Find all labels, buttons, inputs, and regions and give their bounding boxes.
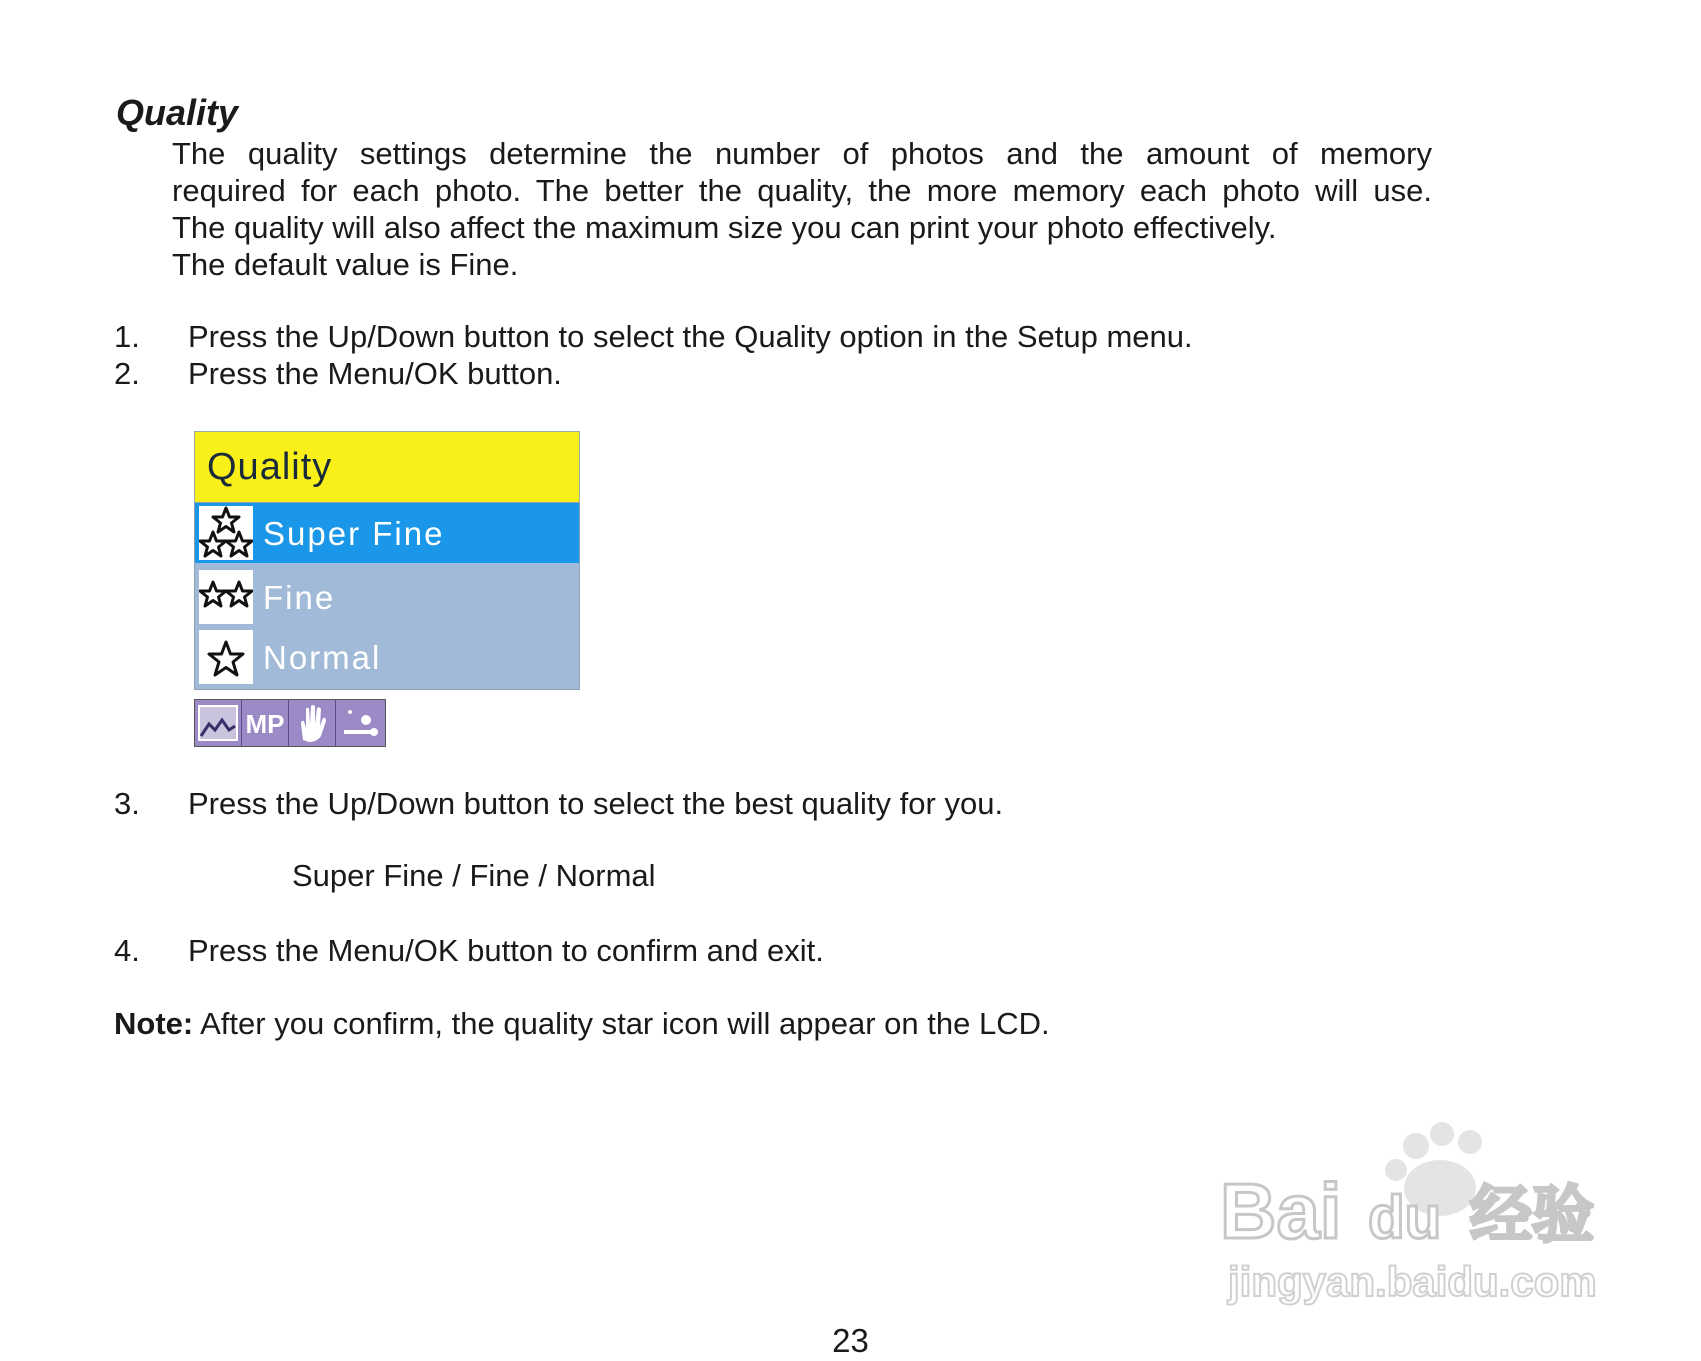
step-number: 1.: [114, 319, 140, 354]
lcd-title-text: Quality: [207, 446, 333, 488]
svg-text:经验: 经验: [1470, 1178, 1595, 1251]
lcd-option-label: Fine: [263, 579, 336, 616]
note: [114, 1006, 1050, 1042]
lcd-option-label: Normal: [263, 639, 382, 676]
lcd-tab-bar: [194, 699, 386, 747]
section-title: Quality: [116, 92, 239, 133]
step-4: [114, 932, 824, 969]
step-number: 4.: [114, 933, 140, 968]
hand-tab-icon[interactable]: [289, 700, 336, 746]
svg-text:du: du: [1368, 1184, 1442, 1251]
intro-line: required for each photo. The better the quality, the more memory each photo will use.: [172, 173, 1432, 208]
step-text: Press the Up/Down button to select the Quality option in the Setup menu.: [188, 319, 1193, 354]
intro-line: The quality will also affect the maximum size you can print your photo effectively.: [172, 210, 1277, 245]
step-text: Press the Up/Down button to select the best quality for you.: [188, 786, 1004, 821]
step-text: Press the Menu/OK button.: [188, 356, 562, 391]
note-label: Note:: [114, 1006, 194, 1041]
watermark-brand: Bai: [1220, 1167, 1342, 1255]
lcd-quality-menu: [194, 431, 580, 747]
one-star-icon: [199, 630, 253, 684]
intro-line: The default value is Fine.: [172, 247, 519, 282]
step-1: [114, 318, 1193, 355]
setup-tab-icon[interactable]: [336, 700, 382, 746]
watermark-url: jingyan.baidu.com: [1228, 1258, 1597, 1305]
intro-paragraph: [172, 135, 1432, 283]
image-tab-icon[interactable]: [195, 700, 242, 746]
step-2: [114, 355, 562, 392]
lcd-option-normal[interactable]: [195, 627, 579, 687]
three-stars-icon: [199, 506, 253, 560]
intro-line: The quality settings determine the number of photos and the amount of memory: [172, 136, 1432, 171]
two-stars-icon: [199, 570, 253, 624]
step-number: 2.: [114, 356, 140, 391]
quality-options-list: Super Fine / Fine / Normal: [292, 858, 656, 893]
mp-tab-label: MP: [245, 709, 285, 739]
mp-tab[interactable]: [242, 700, 289, 746]
lcd-menu-title: [194, 431, 580, 503]
step-text: Press the Menu/OK button to confirm and exit.: [188, 933, 824, 968]
note-text: After you confirm, the quality star icon will appear on the LCD.: [193, 1006, 1050, 1041]
lcd-option-super-fine[interactable]: [195, 503, 579, 563]
lcd-option-label: Super Fine: [263, 515, 445, 552]
step-number: 3.: [114, 786, 140, 821]
page-number: 23: [832, 1322, 869, 1359]
lcd-option-list: [194, 502, 580, 690]
baidu-watermark: [1220, 1118, 1620, 1308]
lcd-option-fine[interactable]: [195, 567, 579, 627]
step-3: [114, 785, 1003, 822]
